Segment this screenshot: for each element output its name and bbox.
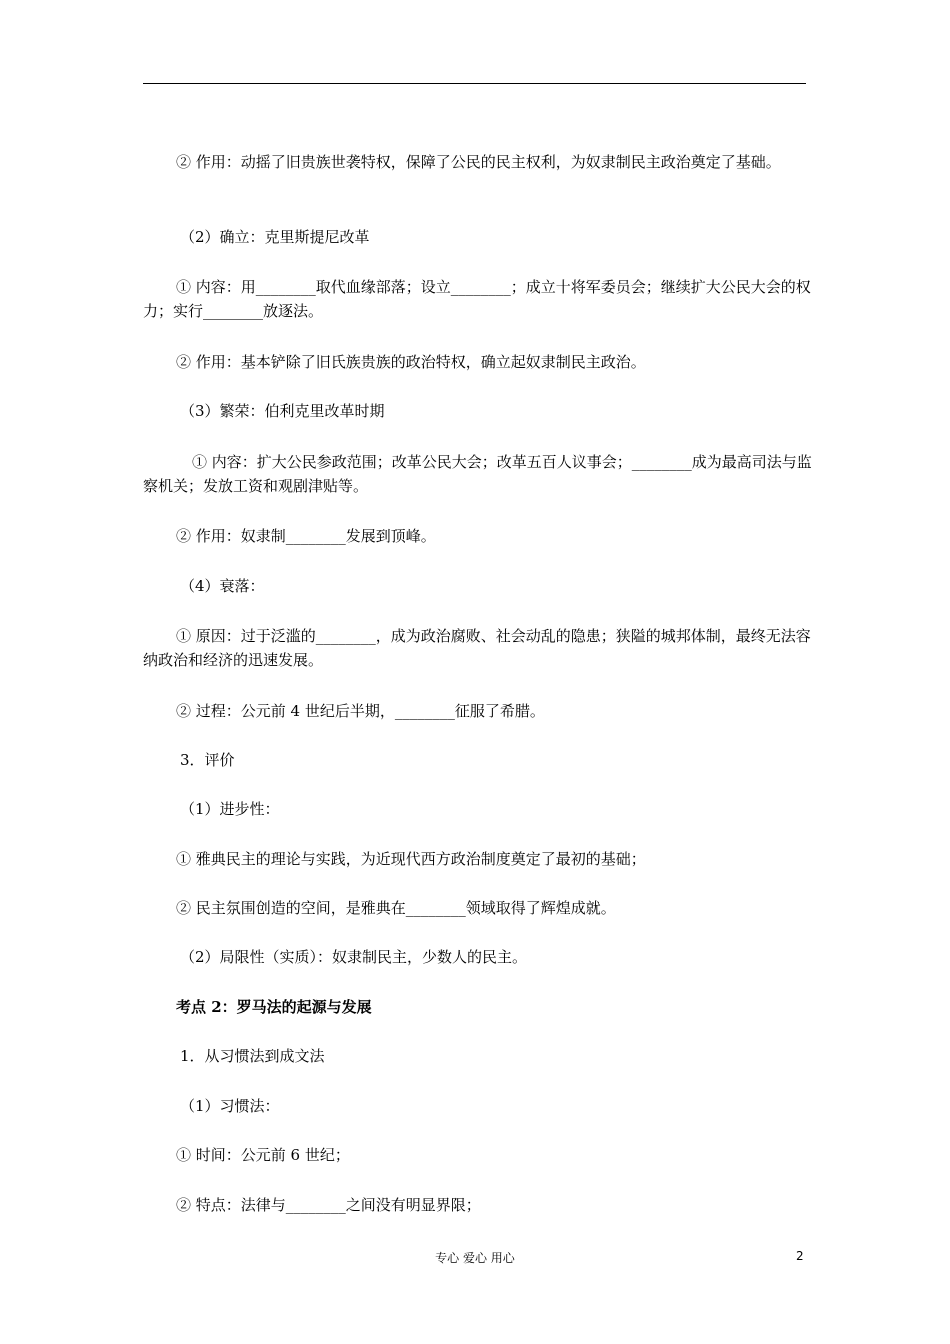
text-line: ② 作用：基本铲除了旧氏族贵族的政治特权，确立起奴隶制民主政治。 [176, 353, 646, 371]
text-line: （4）衰落： [180, 577, 265, 595]
text-line: ① 内容：用________取代血缘部落；设立________；成立十将军委员会；继续扩大公民大会的权力；实行________放逐法。 [143, 278, 811, 320]
text-line: ① 雅典民主的理论与实践，为近现代西方政治制度奠定了最初的基础； [176, 850, 646, 868]
page-number: 2 [796, 1249, 804, 1263]
footer-slogan: 专心 爱心 用心 [435, 1251, 515, 1265]
text-line: （3）繁荣：伯利克里改革时期 [180, 402, 385, 420]
text-line: ② 过程：公元前 4 世纪后半期，________征服了希腊。 [176, 702, 545, 720]
text-line: ① 时间：公元前 6 世纪； [176, 1146, 350, 1164]
text-line: ② 特点：法律与________之间没有明显界限； [176, 1196, 481, 1214]
text-line: （1）习惯法： [180, 1097, 280, 1115]
text-line: ② 作用：动摇了旧贵族世袭特权，保障了公民的民主权利，为奴隶制民主政治奠定了基础。 [176, 153, 781, 171]
text-line: （2）局限性（实质）：奴隶制民主，少数人的民主。 [180, 948, 528, 966]
text-line: （1）进步性： [180, 800, 280, 818]
text-line: 1．从习惯法到成文法 [180, 1047, 325, 1065]
header-rule [143, 83, 806, 84]
text-line: （2）确立：克里斯提尼改革 [180, 228, 370, 246]
text-line: ① 内容：扩大公民参政范围；改革公民大会；改革五百人议事会；________成为最高司法与监察机关；发放工资和观剧津贴等。 [143, 453, 812, 495]
text-line: ① 原因：过于泛滥的________，成为政治腐败、社会动乱的隐患；狭隘的城邦体制，最终无法容纳政治和经济的迅速发展。 [143, 627, 811, 669]
section-heading: 考点 2：罗马法的起源与发展 [176, 998, 372, 1016]
text-line: ② 作用：奴隶制________发展到顶峰。 [176, 527, 436, 545]
text-line: ② 民主氛围创造的空间，是雅典在________领域取得了辉煌成就。 [176, 899, 616, 917]
text-line: 3．评价 [180, 751, 235, 769]
